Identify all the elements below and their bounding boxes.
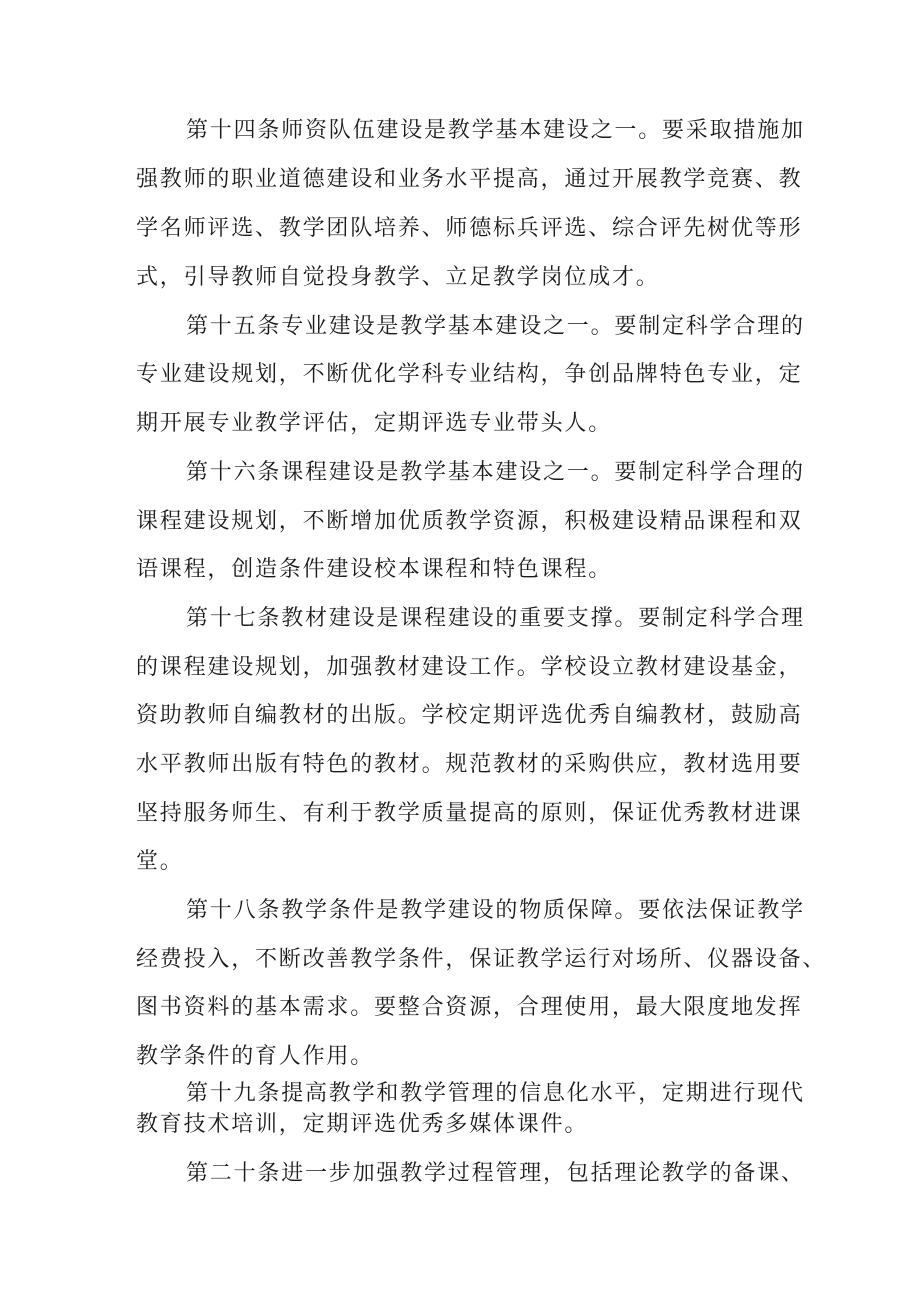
article-14-line-4: 式，引导教师自觉投身教学、立足教学岗位成才。: [136, 265, 660, 290]
article-18-line-3: 图书资料的基本需求。要整合资源，合理使用，最大限度地发挥: [136, 995, 803, 1020]
article-16-line-1: 第十六条课程建设是教学基本建设之一。要制定科学合理的: [186, 460, 805, 485]
article-18-line-1: 第十八条教学条件是教学建设的物质保障。要依法保证教学: [186, 898, 805, 923]
article-14-line-2: 强教师的职业道德建设和业务水平提高，通过开展教学竞赛、教: [136, 167, 803, 192]
article-17-line-3: 资助教师自编教材的出版。学校定期评选优秀自编教材，鼓励高: [136, 703, 803, 728]
article-19-line-2: 教育技术培训，定期评选优秀多媒体课件。: [136, 1112, 589, 1137]
article-17-line-4: 水平教师出版有特色的教材。规范教材的采购供应，教材选用要: [136, 752, 803, 777]
article-14-line-1: 第十四条师资队伍建设是教学基本建设之一。要采取措施加: [186, 118, 805, 143]
article-18-line-2: 经费投入，不断改善教学条件，保证教学运行对场所、仪器设备、: [136, 947, 827, 972]
article-15-line-1: 第十五条专业建设是教学基本建设之一。要制定科学合理的: [186, 314, 805, 339]
article-17-line-1: 第十七条教材建设是课程建设的重要支撑。要制定科学合理: [186, 606, 805, 631]
article-16-line-2: 课程建设规划，不断增加优质教学资源，积极建设精品课程和双: [136, 509, 803, 534]
article-17-line-6: 堂。: [136, 849, 184, 874]
article-14-line-3: 学名师评选、教学团队培养、师德标兵评选、综合评先树优等形: [136, 216, 803, 241]
article-17-line-5: 坚持服务师生、有利于教学质量提高的原则，保证优秀教材进课: [136, 801, 803, 826]
article-20-line-1: 第二十条进一步加强教学过程管理，包括理论教学的备课、: [186, 1161, 805, 1186]
article-18-line-4: 教学条件的育人作用。: [136, 1044, 375, 1069]
article-19-line-1: 第十九条提高教学和教学管理的信息化水平，定期进行现代: [186, 1081, 805, 1106]
article-16-line-3: 语课程，创造条件建设校本课程和特色课程。: [136, 557, 613, 582]
article-15-line-3: 期开展专业教学评估，定期评选专业带头人。: [136, 411, 613, 436]
article-17-line-2: 的课程建设规划，加强教材建设工作。学校设立教材建设基金，: [136, 655, 803, 680]
article-15-line-2: 专业建设规划，不断优化学科专业结构，争创品牌特色专业，定: [136, 362, 803, 387]
